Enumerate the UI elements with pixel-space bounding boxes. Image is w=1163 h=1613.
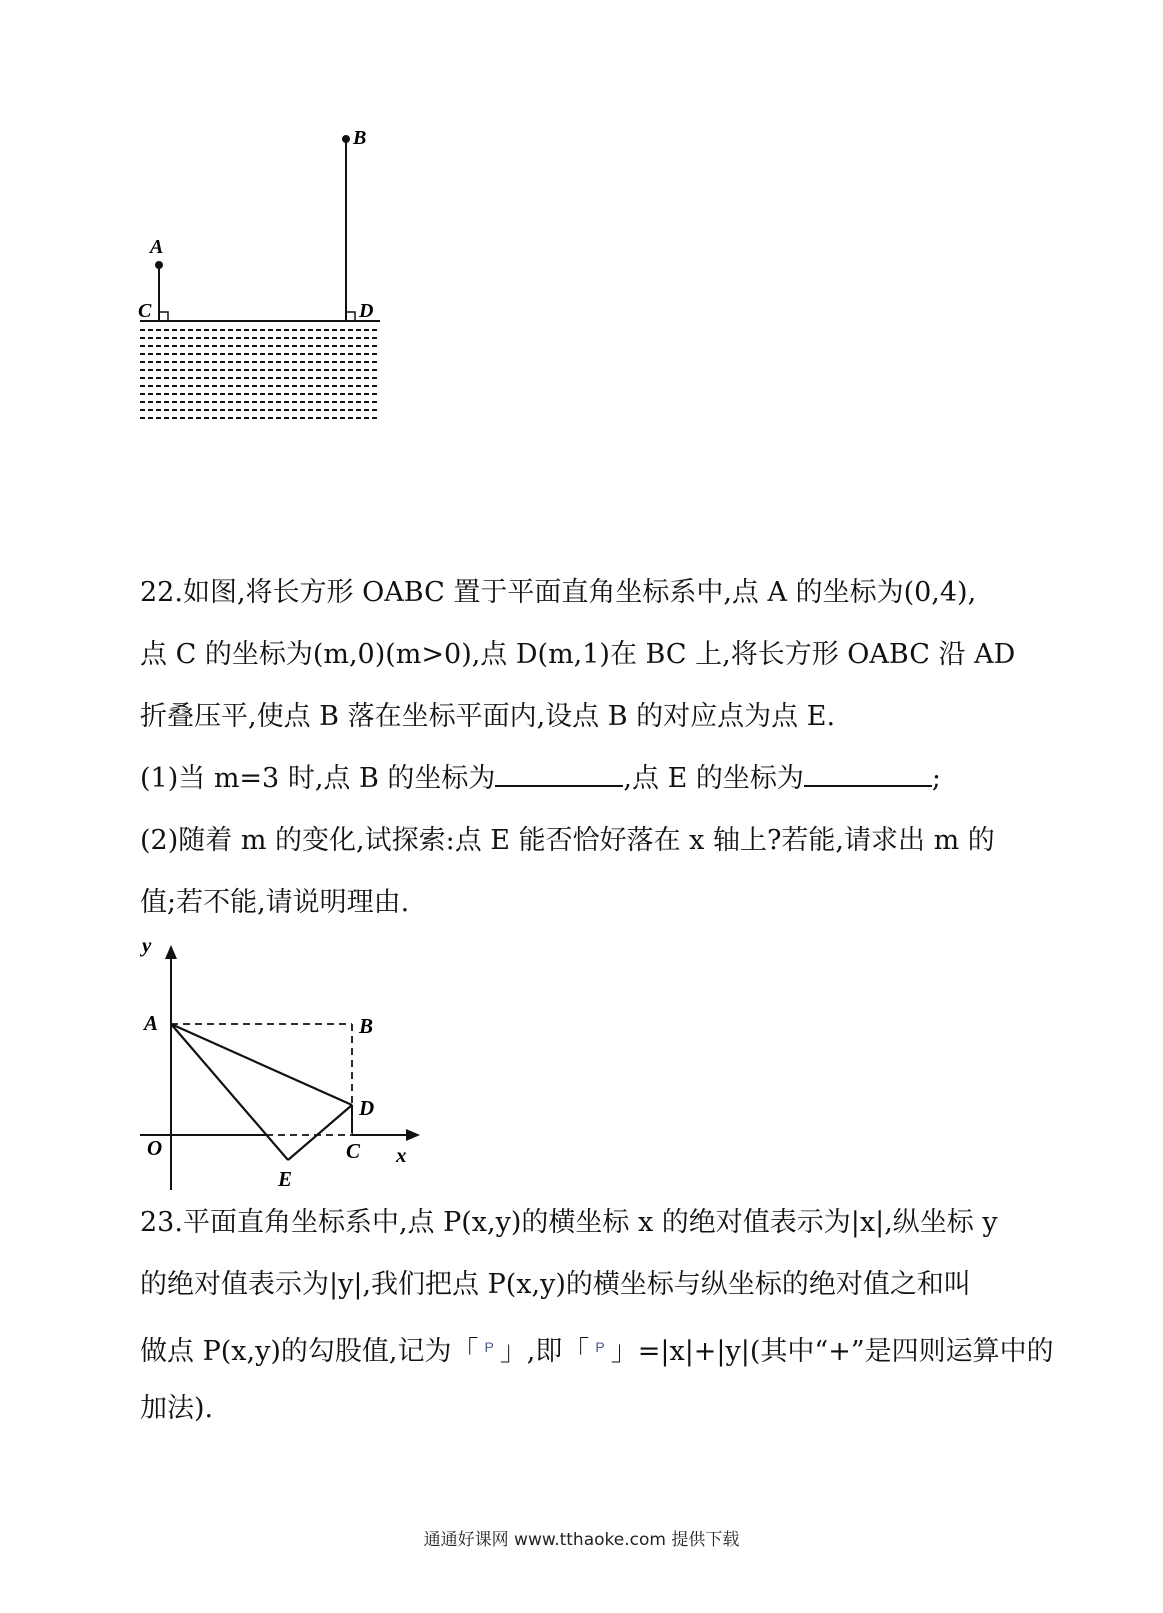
- q23-line3-text-c: 」=|x|+|y|(其中“+”是四则运算中的: [610, 1336, 1054, 1367]
- label-c: C: [346, 1139, 361, 1163]
- q22-line-1: 22.如图,将长方形 OABC 置于平面直角坐标系中,点 A 的坐标为(0,4),: [140, 577, 977, 608]
- label-d: D: [359, 1096, 375, 1120]
- q23-line-1: 23.平面直角坐标系中,点 P(x,y)的横坐标 x 的绝对值表示为|x|,纵坐标 y: [140, 1207, 998, 1238]
- label-e: E: [278, 1167, 293, 1191]
- label-d: D: [359, 300, 374, 322]
- p-symbol: P: [595, 1339, 605, 1355]
- label-b: B: [353, 127, 367, 149]
- label-a: A: [150, 236, 164, 258]
- y-axis-arrow: [165, 945, 177, 959]
- label-o: O: [147, 1136, 163, 1160]
- label-y: y: [142, 933, 152, 957]
- q23-line3-text-b: 」,即「: [499, 1336, 590, 1367]
- right-angle-c: [159, 312, 168, 321]
- p-symbol: P: [484, 1339, 494, 1355]
- q23-line3-text-a: 做点 P(x,y)的勾股值,记为「: [140, 1336, 479, 1367]
- label-a: A: [144, 1011, 159, 1035]
- q22-part1-text-b: ,点 E 的坐标为: [623, 763, 804, 794]
- q22-part-1: [140, 748, 1010, 810]
- x-axis-arrow: [406, 1129, 420, 1141]
- q22-part1-text-a: (1)当 m=3 时,点 B 的坐标为: [140, 763, 496, 794]
- q22-part-2-line-2: 值;若不能,请说明理由.: [140, 887, 410, 918]
- right-angle-d: [346, 312, 355, 321]
- figure-poles-water: [130, 120, 390, 425]
- q23-line-3: [140, 1316, 1054, 1378]
- q23-line-2: 的绝对值表示为|y|,我们把点 P(x,y)的横坐标与纵坐标的绝对值之和叫: [140, 1269, 971, 1300]
- label-b: B: [359, 1014, 374, 1038]
- question-22: [140, 562, 1016, 934]
- figure-coordinate-fold: [130, 930, 430, 1195]
- answer-blank-b[interactable]: [495, 755, 623, 787]
- segment-ad: [171, 1024, 352, 1105]
- q23-line-4: 加法).: [140, 1393, 214, 1424]
- label-c: C: [138, 300, 152, 322]
- q22-part1-text-c: ;: [931, 763, 941, 794]
- q22-line-2: 点 C 的坐标为(m,0)(m>0),点 D(m,1)在 BC 上,将长方形 OABC 沿 AD: [140, 639, 1016, 670]
- point-b: [342, 135, 350, 143]
- water-hatching: [140, 330, 380, 418]
- page-footer: 通通好课网 www.tthaoke.com 提供下载: [423, 1530, 740, 1550]
- q22-part-2-line-1: (2)随着 m 的变化,试探索:点 E 能否恰好落在 x 轴上?若能,请求出 m 的: [140, 825, 995, 856]
- segment-ae: [171, 1024, 288, 1160]
- answer-blank-e[interactable]: [804, 755, 932, 787]
- point-a: [155, 261, 163, 269]
- segment-ed: [288, 1105, 352, 1160]
- q22-line-3: 折叠压平,使点 B 落在坐标平面内,设点 B 的对应点为点 E.: [140, 701, 836, 732]
- label-x: x: [396, 1143, 407, 1167]
- question-23: [140, 1192, 1054, 1440]
